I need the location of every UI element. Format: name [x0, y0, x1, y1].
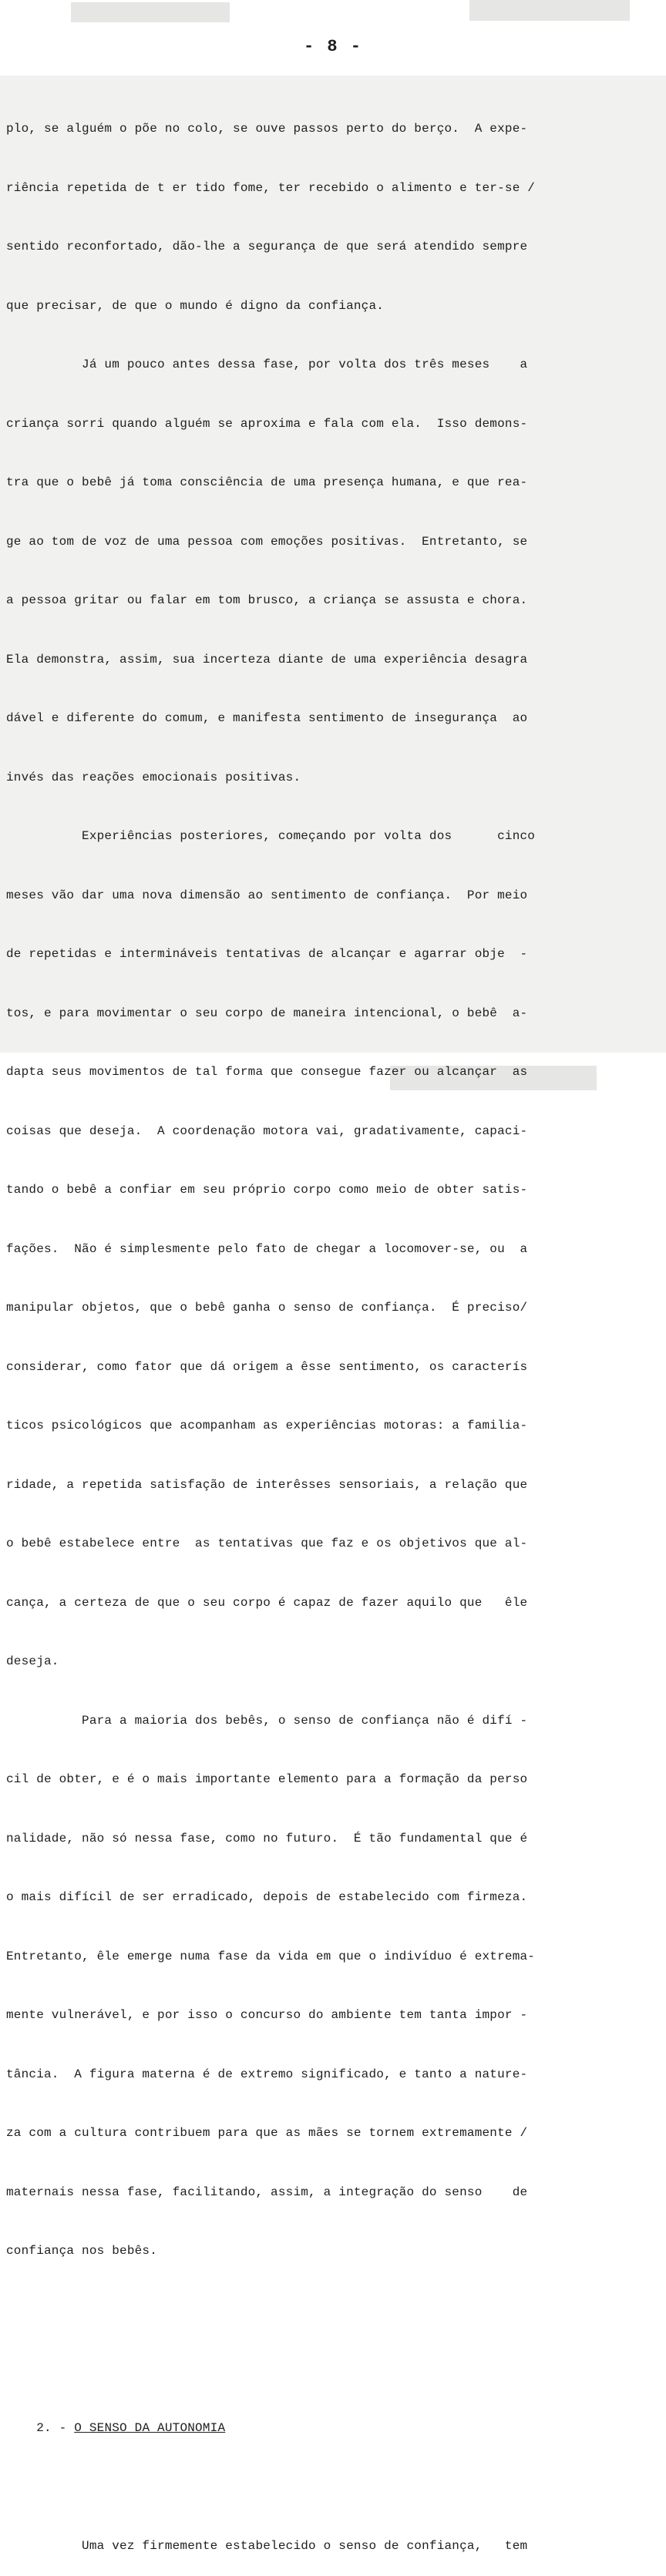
text-line: deseja. — [6, 1654, 59, 1668]
text-line: tra que o bebê já toma consciência de uma presença humana, e que rea- — [6, 475, 528, 489]
text-line: cil de obter, e é o mais importante elemento para a formação da perso — [6, 1772, 528, 1786]
tape-strip-top-right — [469, 0, 630, 21]
text-line: tos, e para movimentar o seu corpo de maneira intencional, o bebê a- — [6, 1006, 528, 1020]
text-line: invés das reações emocionais positivas. — [6, 770, 301, 784]
text-line: Uma vez firmemente estabelecido o senso de confiança, tem — [6, 2538, 528, 2553]
text-line: considerar, como fator que dá origem a êsse sentimento, os caracterís — [6, 1359, 528, 1374]
text-line: tância. A figura materna é de extremo significado, e tanto a nature- — [6, 2067, 528, 2081]
section-heading — [6, 2419, 652, 2439]
text-line: maternais nessa fase, facilitando, assim, a integração do senso de — [6, 2185, 528, 2199]
page-number: - 8 - — [303, 37, 362, 56]
text-line: mente vulnerável, e por isso o concurso do ambiente tem tanta impor - — [6, 2008, 528, 2022]
text-line: de repetidas e intermináveis tentativas de alcançar e agarrar obje - — [6, 947, 528, 961]
text-line: ridade, a repetida satisfação de interêsses sensoriais, a relação que — [6, 1477, 528, 1492]
text-line: o bebê estabelece entre as tentativas que faz e os objetivos que al- — [6, 1537, 528, 1550]
text-line: meses vão dar uma nova dimensão ao sentimento de confiança. Por meio — [6, 888, 528, 902]
text-line: nalidade, não só nessa fase, como no futuro. É tão fundamental que é — [6, 1831, 528, 1846]
text-line: dapta seus movimentos de tal forma que consegue fazer ou alcançar as — [6, 1065, 528, 1079]
text-line: dável e diferente do comum, e manifesta sentimento de insegurança ao — [6, 711, 528, 725]
text-line: o mais difícil de ser erradicado, depois de estabelecido com firmeza. — [6, 1890, 528, 1904]
text-line: Experiências posteriores, começando por volta dos cinco — [6, 829, 536, 843]
text-line: fações. Não é simplesmente pelo fato de chegar a locomover-se, ou a — [6, 1241, 528, 1256]
text-line: a pessoa gritar ou falar em tom brusco, a criança se assusta e chora. — [6, 593, 528, 607]
text-line: sentido reconfortado, dão-lhe a segurança de que será atendido sempre — [6, 240, 528, 254]
text-line: ge ao tom de voz de uma pessoa com emoções positivas. Entretanto, se — [6, 534, 528, 549]
body-text — [6, 80, 652, 2576]
text-line: Entretanto, êle emerge numa fase da vida em que o indivíduo é extrema- — [6, 1949, 536, 1963]
text-line: tando o bebê a confiar em seu próprio corpo como meio de obter satis- — [6, 1183, 528, 1197]
text-line: Para a maioria dos bebês, o senso de confiança não é difí - — [6, 1713, 528, 1728]
tape-strip-top-left — [71, 2, 230, 22]
text-line: manipular objetos, que o bebê ganha o senso de confiança. É preciso/ — [6, 1301, 528, 1315]
text-line: confiança nos bebês. — [6, 2244, 158, 2258]
text-line: Ela demonstra, assim, sua incerteza diante de uma experiência desagra — [6, 652, 528, 667]
text-line: za com a cultura contribuem para que as mães se tornem extremamente / — [6, 2126, 528, 2140]
text-line: coisas que deseja. A coordenação motora vai, gradativamente, capaci- — [6, 1123, 528, 1138]
text-line: ticos psicológicos que acompanham as experiências motoras: a familia- — [6, 1419, 528, 1432]
text-line: riência repetida de t er tido fome, ter recebido o alimento e ter-se / — [6, 180, 536, 195]
section-heading-title: O SENSO DA AUTONOMIA — [74, 2420, 226, 2435]
text-line: que precisar, de que o mundo é digno da confiança. — [6, 298, 385, 313]
text-line: Já um pouco antes dessa fase, por volta dos três meses a — [6, 358, 528, 371]
text-line: plo, se alguém o põe no colo, se ouve passos perto do berço. A expe- — [6, 122, 528, 136]
text-line: cança, a certeza de que o seu corpo é capaz de fazer aquilo que êle — [6, 1595, 528, 1610]
text-line: criança sorri quando alguém se aproxima e fala com ela. Isso demons- — [6, 416, 528, 431]
section-heading-number: 2. - — [36, 2420, 75, 2435]
